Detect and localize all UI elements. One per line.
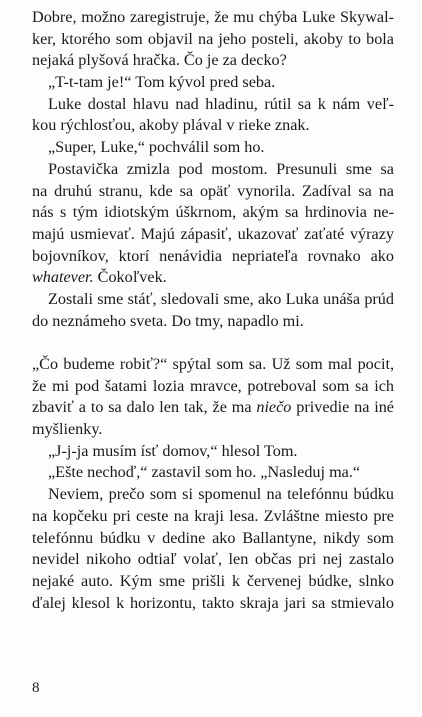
text-line: „T-t-tam je!“ Tom kývol pred seba. (48, 73, 276, 92)
text-line: „Čo budeme robiť?“ spýtal som sa. Už som mal pocit, (32, 355, 394, 373)
text-line: na druhú stranu, kde sa opäť vynorila. Zadíval sa na (32, 181, 394, 200)
text-line: Luke dostal hlavu nad hladinu, rútil sa k nám veľ- (48, 94, 394, 113)
text-line: telefónnu búdku v dedine ako Ballantyne, nikdy som (32, 528, 394, 547)
text-line: whatever. Čokoľvek. (32, 268, 167, 287)
italic-word: whatever. (32, 268, 94, 287)
text-line: nejaké auto. Kým sme prišli k červenej búdke, slnko (32, 571, 394, 590)
text-line: „J-j-ja musím ísť domov,“ hlesol Tom. (48, 441, 298, 460)
text-line: ker, ktorého som objavil na jeho posteli, akoby to bola (32, 29, 394, 48)
text-line: na kopčeku pri ceste na kraji lesa. Zvláštne miesto pre (32, 506, 394, 525)
text-line: Neviem, prečo som si spomenul na telefónnu búdku (48, 485, 394, 504)
body-text (32, 7, 394, 614)
blank-line (32, 332, 394, 354)
text-line: nevidel nikoho odtiaľ volať, len občas pri nej zastalo (32, 550, 394, 569)
text-line: Postavička zmizla pod mostom. Presunuli sme sa (48, 159, 394, 178)
text-line: Dobre, možno zaregistruje, že mu chýba Luke Skywal- (32, 8, 394, 26)
italic-word: niečo (256, 398, 292, 417)
text-line: kou rýchlosťou, akoby plával v rieke znak. (32, 116, 310, 135)
text-line: zbaviť a to sa dalo len tak, že ma niečo privedie na iné (32, 398, 394, 417)
text-line: „Super, Luke,“ pochválil som ho. (48, 138, 265, 157)
page-number: 8 (32, 680, 40, 696)
text-line: ďalej klesol k horizontu, takto skraja jari sa stmievalo (32, 593, 394, 612)
text-line: majú usmievať. Majú zápasiť, ukazovať zaťaté výrazy (32, 224, 394, 243)
text-line: do neznámeho sveta. Do tmy, napadlo mi. (32, 311, 304, 330)
text-line: nejaká plyšová hračka. Čo je za decko? (32, 51, 287, 70)
text-line: Zostali sme stáť, sledovali sme, ako Luka unáša prúd (48, 289, 394, 308)
text-line: že mi pod šatami lozia mravce, potreboval som sa ich (32, 376, 394, 395)
text-line: myšlienky. (32, 420, 103, 439)
text-line: nás s tým idiotským úškrnom, akým sa hrdinovia ne- (32, 203, 394, 222)
text-line: „Ešte nechoď,“ zastavil som ho. „Nasleduj ma.“ (48, 463, 361, 482)
text-line: bojovníkov, ktorí nenávidia nepriateľa rovnako ako (32, 246, 394, 265)
